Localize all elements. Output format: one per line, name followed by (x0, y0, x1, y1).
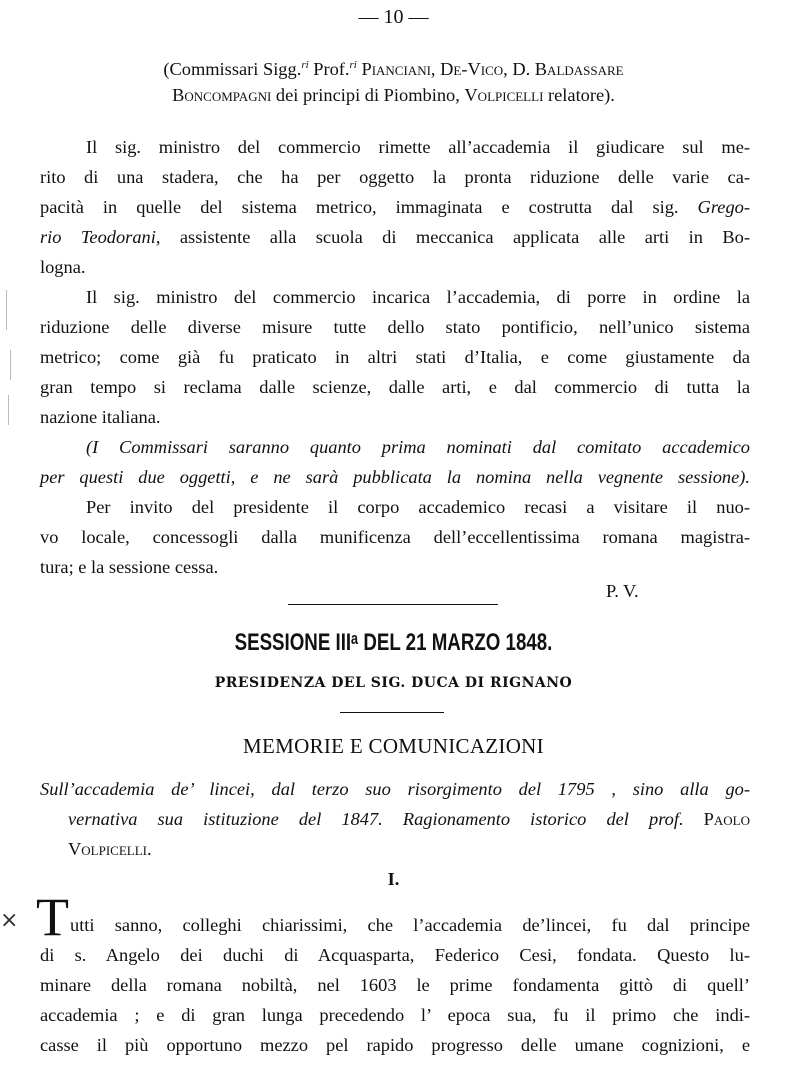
para2-line-3: metrico; come già fu praticato in altri stati d’Italia, e come giustamente da (40, 347, 750, 367)
commissari-name-boncompagni: Boncompagni (172, 85, 272, 105)
para1-line-3-text: pacità in quelle del sistema metrico, immaginata e costrutta dal sig. (40, 197, 679, 217)
presidency-line: PRESIDENZA DEL SIG. DUCA DI RIGNANO (214, 675, 573, 691)
commissari-line-2 (0, 84, 787, 106)
para1-line-2: rito di una stadera, che ha per oggetto la pronta riduzione delle varie ca- (40, 167, 750, 187)
body-line-1: utti sanno, colleghi chiarissimi, che l’accademia de’lincei, fu dal principe (70, 915, 750, 935)
commissari-tail: relatore). (543, 85, 615, 105)
commissari-rest: dei principi di Piombino, (271, 85, 465, 105)
signature: P. V. (606, 581, 639, 601)
para1-line-4 (40, 226, 750, 248)
para1-line-3-italic: Grego- (697, 197, 750, 217)
body-line-3: minare della romana nobiltà, nel 1603 le prime fondamenta gittò di quell’ (40, 975, 750, 995)
commissari-name-volpicelli: Volpicelli (464, 85, 544, 105)
page-number: — 10 — (358, 6, 429, 28)
drop-cap: T (36, 887, 69, 947)
article-title-line-1: Sull’accademia de’ lincei, dal terzo suo risorgimento del 1795 , sino alla go- (40, 779, 750, 799)
scan-speck (10, 350, 11, 380)
para2-line-5: nazione italiana. (40, 407, 161, 427)
body-line-4: accademia ; e di gran lunga precedendo l’ epoca sua, fu il primo che indi- (40, 1005, 750, 1025)
para4-line-1: Per invito del presidente il corpo accademico recasi a visitare il nuo- (86, 497, 750, 517)
divider-2 (340, 712, 444, 713)
article-author-first: Paolo (703, 809, 750, 829)
commissari-pre: (Commissari Sigg. (163, 59, 302, 80)
commissari-mid: Prof. (308, 59, 350, 80)
para3-line-2: per questi due oggetti, e ne sarà pubblicata la nomina nella vegnente sessione). (40, 467, 750, 487)
para1-line-4-text: , assistente alla scuola di meccanica applicata alle arti in Bo- (155, 227, 750, 247)
para2-line-4: gran tempo si reclama dalle scienze, dalle arti, e dal commercio di tutta la (40, 377, 750, 397)
body-line-5: casse il più opportuno mezzo pel rapido progresso delle umane cognizioni, e (40, 1035, 750, 1055)
para1-line-4-italic: rio Teodorani (40, 227, 156, 247)
para2-line-2: riduzione delle diverse misure tutte dello stato pontificio, nell’unico sistema (40, 317, 750, 337)
session-title: SESSIONE IIIᵃ DEL 21 MARZO 1848. (234, 629, 553, 656)
para1-line-5: logna. (40, 257, 86, 277)
commissari-line-1 (0, 54, 787, 80)
para1-line-3 (40, 196, 750, 218)
para2-line-1: Il sig. ministro del commercio incarica l’accademia, di porre in ordine la (86, 287, 750, 307)
commissari-sup-1: ri (301, 59, 309, 71)
body-line-2: di s. Angelo dei duchi di Acquasparta, Federico Cesi, fondata. Questo lu- (40, 945, 750, 965)
margin-x-mark: × (0, 908, 19, 933)
commissari-names: Pianciani, De-Vico, D. Baldassare (356, 59, 624, 80)
article-author-last: Volpicelli. (68, 839, 152, 859)
section-number: I. (387, 869, 400, 889)
para4-line-3: tura; e la sessione cessa. (40, 557, 219, 577)
scan-speck (8, 395, 9, 425)
scan-speck (6, 290, 7, 330)
session-title-wrap (0, 628, 787, 658)
para3-line-1: (I Commissari saranno quanto prima nominati dal comitato accademico (86, 437, 750, 457)
article-title-line-2 (68, 808, 750, 830)
divider-1 (288, 604, 498, 605)
memorie-title: MEMORIE E COMUNICAZIONI (243, 734, 544, 758)
para4-line-2: vo locale, concessogli dalla munificenza dell’eccellentissima romana magistra- (40, 527, 750, 547)
article-title-line-2-text: vernativa sua istituzione del 1847. Ragionamento istorico del prof. (68, 809, 684, 829)
para1-line-1: Il sig. ministro del commercio rimette all’accademia il giudicare sul me- (86, 137, 750, 157)
commissari-sup-2: ri (349, 59, 357, 71)
